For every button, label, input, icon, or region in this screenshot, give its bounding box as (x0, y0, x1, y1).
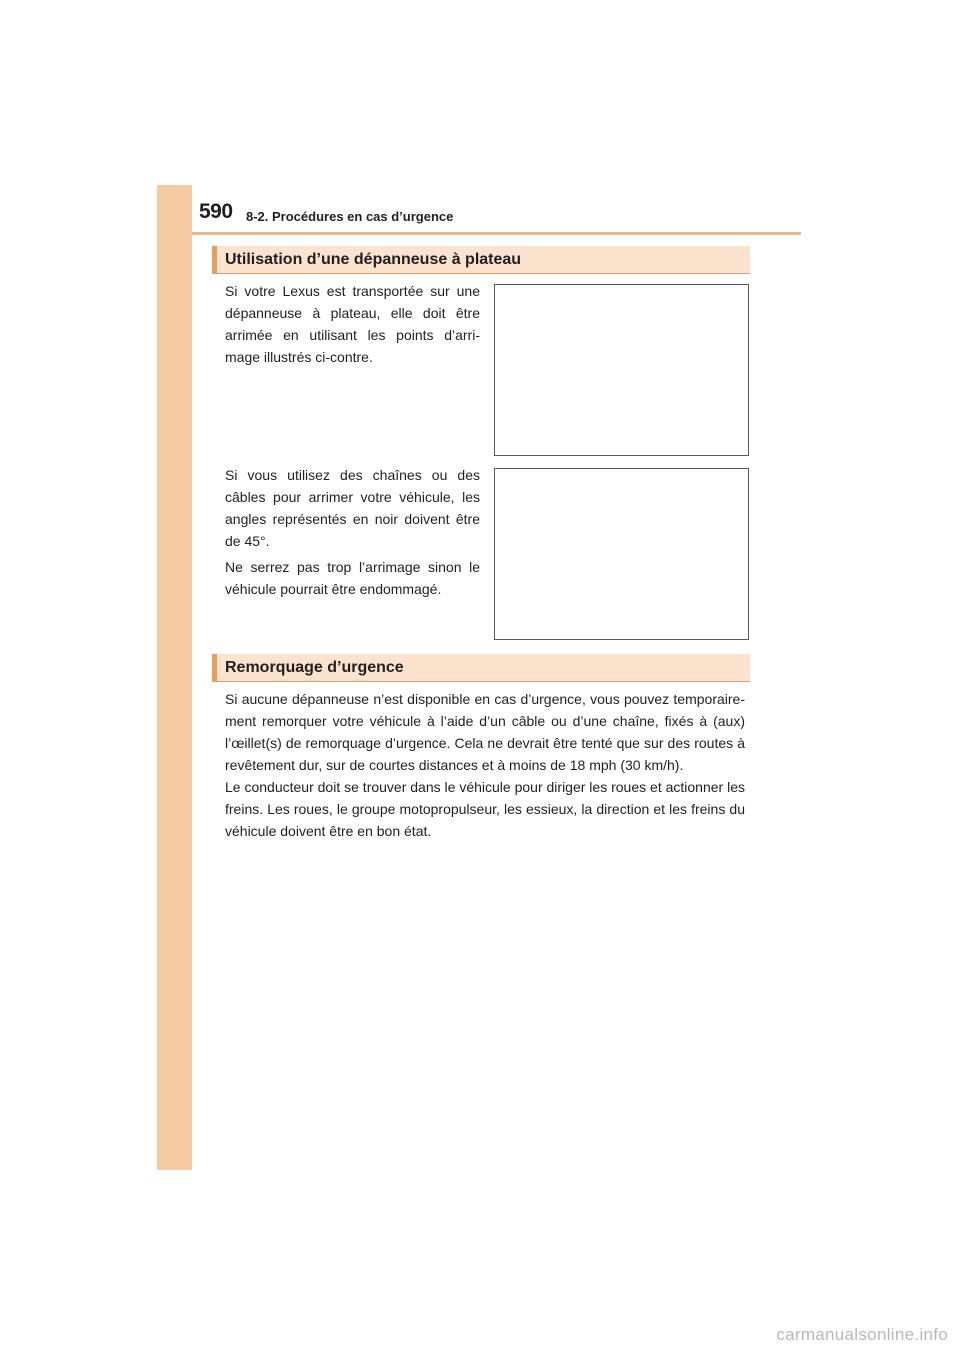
section-title-emergency: Remorquage d’urgence (225, 659, 404, 676)
section-heading-flatbed (212, 246, 750, 274)
header-divider (192, 232, 801, 235)
tie-down-points-illustration (494, 284, 749, 456)
chapter-side-strip (157, 185, 192, 1170)
flatbed-paragraph-1: Si votre Lexus est transportée sur une dépanneuse à plateau, elle doit être arrimée en utilisant les points d’arri-mage illustrés ci-contre. (225, 283, 480, 365)
site-watermark: carmanualsonline.info (776, 1325, 948, 1344)
emergency-paragraph-1: Si aucune dépanneuse n’est disponible en cas d’urgence, vous pouvez temporaire-ment remorquer votre véhicule à l’aide d’un câble ou d’une chaîne, fixés à (aux) l’œillet(s) de remorquage d’urgence. Cela ne devrait être tenté que sur des routes à revêtement dur, sur de courtes distances et à moins de 18 mph (30 km/h). (225, 691, 745, 773)
section-title-flatbed: Utilisation d’une dépanneuse à plateau (225, 251, 522, 268)
flatbed-paragraph-2: Si vous utilisez des chaînes ou des câbles pour arrimer votre véhicule, les angles représentés en noir doivent être de 45°. (225, 467, 480, 549)
page-number: 590 (199, 200, 233, 223)
section-heading-accent (212, 654, 217, 681)
section-heading-emergency (212, 654, 750, 682)
chapter-title: 8-2. Procédures en cas d’urgence (246, 209, 454, 224)
section-heading-accent (212, 246, 217, 273)
tie-down-angle-illustration (494, 468, 749, 640)
emergency-paragraph-2: Le conducteur doit se trouver dans le véhicule pour diriger les roues et actionner les freins. Les roues, le groupe motopropulseur, les essieux, la direction et les freins du véhicule doivent être en bon état. (225, 779, 745, 839)
flatbed-paragraph-3: Ne serrez pas trop l’arrimage sinon le véhicule pourrait être endommagé. (225, 559, 480, 597)
